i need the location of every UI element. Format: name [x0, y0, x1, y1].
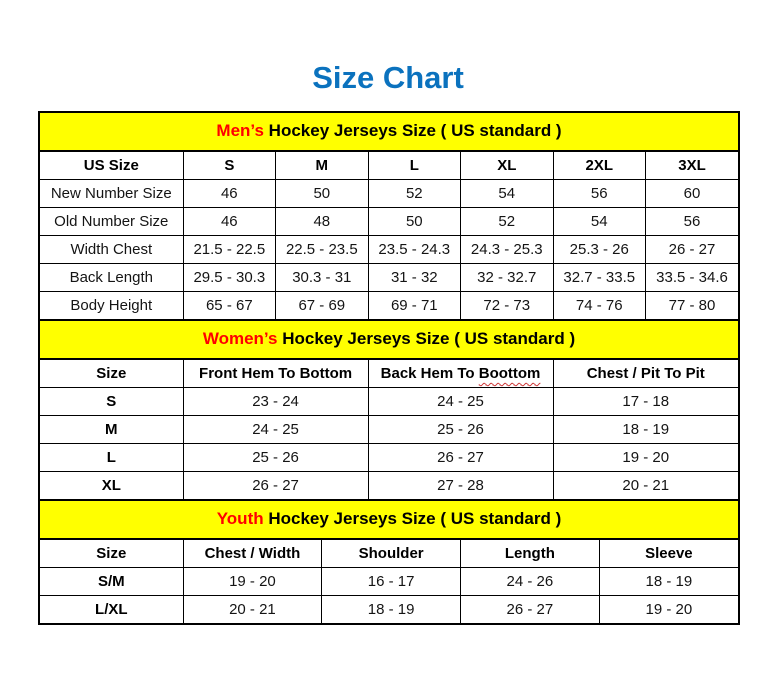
- column-header: [368, 360, 553, 388]
- table-row: [40, 292, 738, 320]
- table-row: [40, 180, 738, 208]
- table-cell: 32 - 32.7: [461, 264, 553, 292]
- table-cell: 67 - 69: [276, 292, 368, 320]
- row-label: New Number Size: [40, 180, 183, 208]
- table-cell: 19 - 20: [183, 568, 322, 596]
- mens-banner-highlight: Men’s: [216, 121, 264, 140]
- row-label: XL: [40, 472, 183, 500]
- table-cell: 18 - 19: [599, 568, 738, 596]
- size-chart-page: [0, 60, 776, 692]
- column-header: L: [368, 152, 460, 180]
- mens-size-section: [40, 113, 738, 319]
- table-cell: 24 - 26: [461, 568, 600, 596]
- table-cell: 21.5 - 22.5: [183, 236, 275, 264]
- table-cell: 27 - 28: [368, 472, 553, 500]
- table-cell: 23 - 24: [183, 388, 368, 416]
- column-header: Shoulder: [322, 540, 461, 568]
- column-header: 2XL: [553, 152, 645, 180]
- youth-size-table: [40, 540, 738, 623]
- table-cell: 72 - 73: [461, 292, 553, 320]
- table-row: [40, 388, 738, 416]
- column-header: Chest / Width: [183, 540, 322, 568]
- table-row: [40, 264, 738, 292]
- mens-size-table: [40, 152, 738, 319]
- column-header: Size: [40, 360, 183, 388]
- misspelled-word: Boottom: [478, 365, 541, 382]
- table-cell: 26 - 27: [646, 236, 739, 264]
- table-cell: 26 - 27: [461, 596, 600, 624]
- mens-table-banner: [40, 113, 738, 152]
- table-cell: 30.3 - 31: [276, 264, 368, 292]
- column-header: 3XL: [646, 152, 739, 180]
- table-cell: 56: [646, 208, 739, 236]
- table-row: [40, 416, 738, 444]
- table-cell: 17 - 18: [553, 388, 738, 416]
- table-cell: 46: [183, 208, 275, 236]
- table-cell: 25 - 26: [183, 444, 368, 472]
- column-header: US Size: [40, 152, 183, 180]
- table-cell: 16 - 17: [322, 568, 461, 596]
- table-cell: 26 - 27: [368, 444, 553, 472]
- row-label: S/M: [40, 568, 183, 596]
- womens-banner-highlight: Women’s: [202, 329, 278, 348]
- table-cell: 32.7 - 33.5: [553, 264, 645, 292]
- table-cell: 54: [553, 208, 645, 236]
- table-cell: 29.5 - 30.3: [183, 264, 275, 292]
- row-label: L/XL: [40, 596, 183, 624]
- table-cell: 52: [461, 208, 553, 236]
- column-header: XL: [461, 152, 553, 180]
- table-cell: 25.3 - 26: [553, 236, 645, 264]
- column-header-text: Back Hem To: [380, 365, 479, 382]
- mens-banner-text: Hockey Jerseys Size ( US standard ): [263, 121, 562, 140]
- header-row: [40, 360, 738, 388]
- column-header: Length: [461, 540, 600, 568]
- womens-banner-text: Hockey Jerseys Size ( US standard ): [277, 329, 576, 348]
- table-cell: 50: [368, 208, 460, 236]
- table-row: [40, 236, 738, 264]
- womens-table-banner: [40, 319, 738, 360]
- page-title: Size Chart: [312, 60, 464, 95]
- row-label: Width Chest: [40, 236, 183, 264]
- row-label: M: [40, 416, 183, 444]
- table-cell: 24 - 25: [183, 416, 368, 444]
- column-header: Chest / Pit To Pit: [553, 360, 738, 388]
- row-label: Body Height: [40, 292, 183, 320]
- table-cell: 77 - 80: [646, 292, 739, 320]
- table-row: [40, 444, 738, 472]
- table-cell: 24.3 - 25.3: [461, 236, 553, 264]
- table-cell: 50: [276, 180, 368, 208]
- table-cell: 20 - 21: [553, 472, 738, 500]
- youth-banner-text: Hockey Jerseys Size ( US standard ): [263, 509, 562, 528]
- table-cell: 26 - 27: [183, 472, 368, 500]
- row-label: S: [40, 388, 183, 416]
- column-header: S: [183, 152, 275, 180]
- table-cell: 19 - 20: [553, 444, 738, 472]
- table-cell: 31 - 32: [368, 264, 460, 292]
- table-cell: 54: [461, 180, 553, 208]
- table-row: [40, 472, 738, 500]
- column-header: M: [276, 152, 368, 180]
- youth-table-banner: [40, 499, 738, 540]
- column-header: Front Hem To Bottom: [183, 360, 368, 388]
- table-cell: 60: [646, 180, 739, 208]
- womens-size-section: [40, 319, 738, 499]
- table-row: [40, 596, 738, 624]
- table-row: [40, 568, 738, 596]
- table-cell: 65 - 67: [183, 292, 275, 320]
- table-cell: 33.5 - 34.6: [646, 264, 739, 292]
- column-header: Sleeve: [599, 540, 738, 568]
- womens-size-table: [40, 360, 738, 499]
- header-row: [40, 540, 738, 568]
- column-header: Size: [40, 540, 183, 568]
- table-row: [40, 208, 738, 236]
- table-cell: 19 - 20: [599, 596, 738, 624]
- size-chart: [38, 111, 740, 625]
- table-cell: 56: [553, 180, 645, 208]
- table-cell: 18 - 19: [553, 416, 738, 444]
- row-label: Old Number Size: [40, 208, 183, 236]
- row-label: L: [40, 444, 183, 472]
- table-cell: 20 - 21: [183, 596, 322, 624]
- table-cell: 25 - 26: [368, 416, 553, 444]
- youth-banner-highlight: Youth: [216, 509, 264, 528]
- table-cell: 48: [276, 208, 368, 236]
- youth-size-section: [40, 499, 738, 623]
- table-cell: 18 - 19: [322, 596, 461, 624]
- table-cell: 69 - 71: [368, 292, 460, 320]
- header-row: [40, 152, 738, 180]
- row-label: Back Length: [40, 264, 183, 292]
- table-cell: 23.5 - 24.3: [368, 236, 460, 264]
- table-cell: 22.5 - 23.5: [276, 236, 368, 264]
- table-cell: 52: [368, 180, 460, 208]
- table-cell: 74 - 76: [553, 292, 645, 320]
- table-cell: 24 - 25: [368, 388, 553, 416]
- table-cell: 46: [183, 180, 275, 208]
